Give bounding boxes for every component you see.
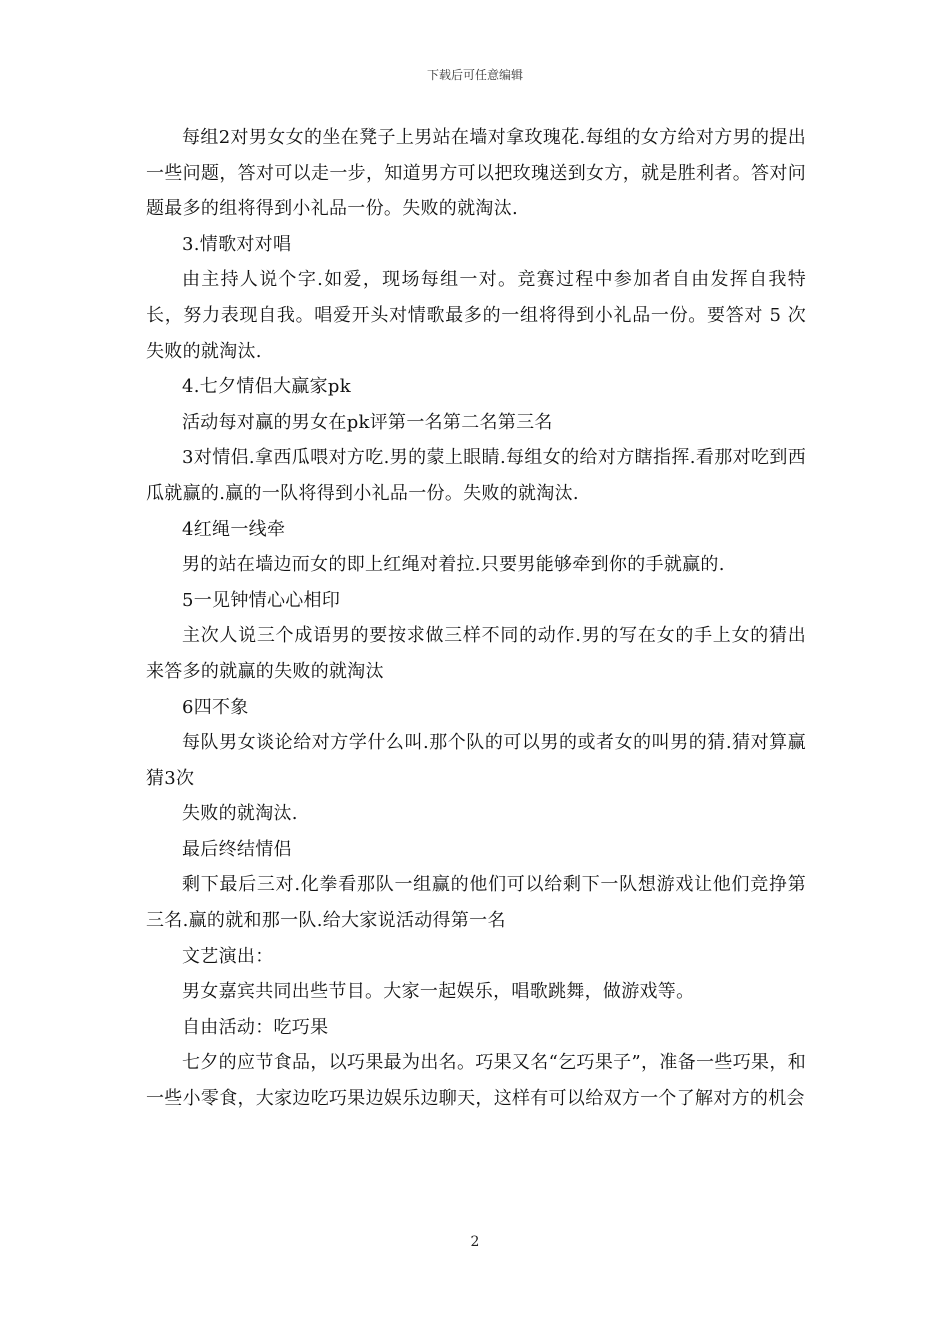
paragraph: 由主持人说个字.如爱，现场每组一对。竞赛过程中参加者自由发挥自我特长，努力表现自我。唱爱开头对情歌最多的一组将得到小礼品一份。要答对 5 次失败的就淘汰. xyxy=(146,269,806,362)
section-heading: 最后终结情侣 xyxy=(182,838,292,860)
section-heading: 6四不象 xyxy=(182,696,249,718)
section-heading: 4红绳一线牵 xyxy=(182,518,286,540)
paragraph: 剩下最后三对.化拳看那队一组赢的他们可以给剩下一队想游戏让他们竞挣第三名.赢的就和那一队.给大家说活动得第一名 xyxy=(146,874,806,932)
section-heading: 文艺演出： xyxy=(182,945,274,967)
section-heading: 自由活动：吃巧果 xyxy=(182,1016,329,1038)
paragraph: 3对情侣.拿西瓜喂对方吃.男的蒙上眼睛.每组女的给对方瞎指挥.看那对吃到西瓜就赢的.赢的一队将得到小礼品一份。失败的就淘汰. xyxy=(146,447,806,504)
paragraph: 每组2对男女女的坐在凳子上男站在墙对拿玫瑰花.每组的女方给对方男的提出一些问题，答对可以走一步，知道男方可以把玫瑰送到女方，就是胜利者。答对问题最多的组将得到小礼品一份。失败的就淘汰. xyxy=(146,127,806,220)
paragraph: 主次人说三个成语男的要按求做三样不同的动作.男的写在女的手上女的猜出来答多的就赢的失败的就淘汰 xyxy=(146,625,806,682)
section-heading: 4.七夕情侣大赢家pk xyxy=(182,376,351,398)
paragraph: 男的站在墙边而女的即上红绳对着拉.只要男能够牵到你的手就赢的. xyxy=(182,554,725,576)
paragraph: 活动每对赢的男女在pk评第一名第二名第三名 xyxy=(182,411,553,433)
page-number: 2 xyxy=(470,1234,480,1250)
paragraph: 每队男女谈论给对方学什么叫.那个队的可以男的或者女的叫男的猜.猜对算赢猜3次 xyxy=(146,732,806,789)
paragraph: 失败的就淘汰. xyxy=(182,803,298,825)
document-body xyxy=(146,120,806,1117)
paragraph: 男女嘉宾共同出些节目。大家一起娱乐，唱歌跳舞，做游戏等。 xyxy=(182,981,695,1003)
section-heading: 5一见钟情心心相印 xyxy=(182,589,341,611)
section-heading: 3.情歌对对唱 xyxy=(182,233,292,255)
paragraph: 七夕的应节食品，以巧果最为出名。巧果又名“乞巧果子”，准备一些巧果，和一些小零食，大家边吃巧果边娱乐边聊天，这样有可以给双方一个了解对方的机会 xyxy=(146,1052,806,1110)
page-header: 下载后可任意编辑 xyxy=(426,68,523,82)
